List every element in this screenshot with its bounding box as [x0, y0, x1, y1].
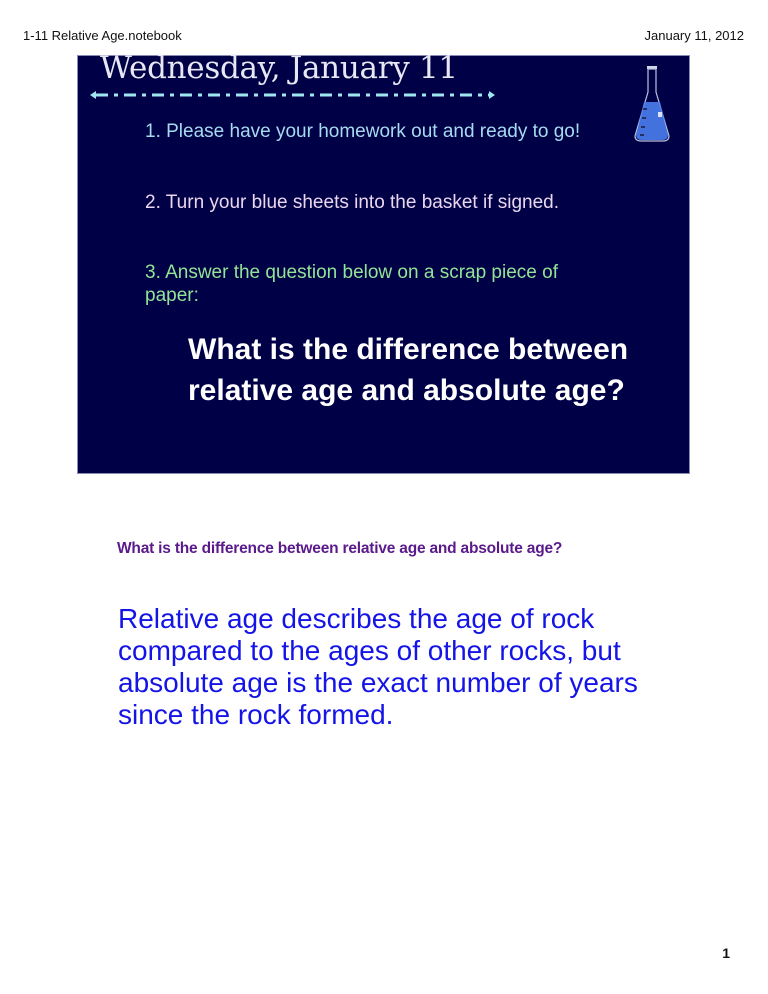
- page-date: January 11, 2012: [644, 28, 744, 43]
- notebook-title: 1-11 Relative Age.notebook: [23, 28, 182, 43]
- slide-question: What is the difference between relative age and absolute age?: [188, 333, 629, 407]
- instruction-1: 1. Please have your homework out and ready to go!: [145, 121, 581, 142]
- slide-title: Wednesday, January 11: [100, 50, 458, 86]
- erlenmeyer-flask-icon: [631, 64, 673, 144]
- notes-answer: Relative age describes the age of rock compared to the ages of other rocks, but absolute age is the exact number of years since the rock formed.: [118, 603, 638, 730]
- page-number: 1: [722, 945, 730, 961]
- notes-question: What is the difference between relative age and absolute age?: [117, 540, 563, 557]
- dashed-arrow-divider-icon: [90, 91, 495, 99]
- instruction-2: 2. Turn your blue sheets into the basket if signed.: [145, 192, 560, 213]
- instruction-3: 3. Answer the question below on a scrap piece of paper:: [145, 262, 558, 306]
- slide-panel: [77, 50, 690, 474]
